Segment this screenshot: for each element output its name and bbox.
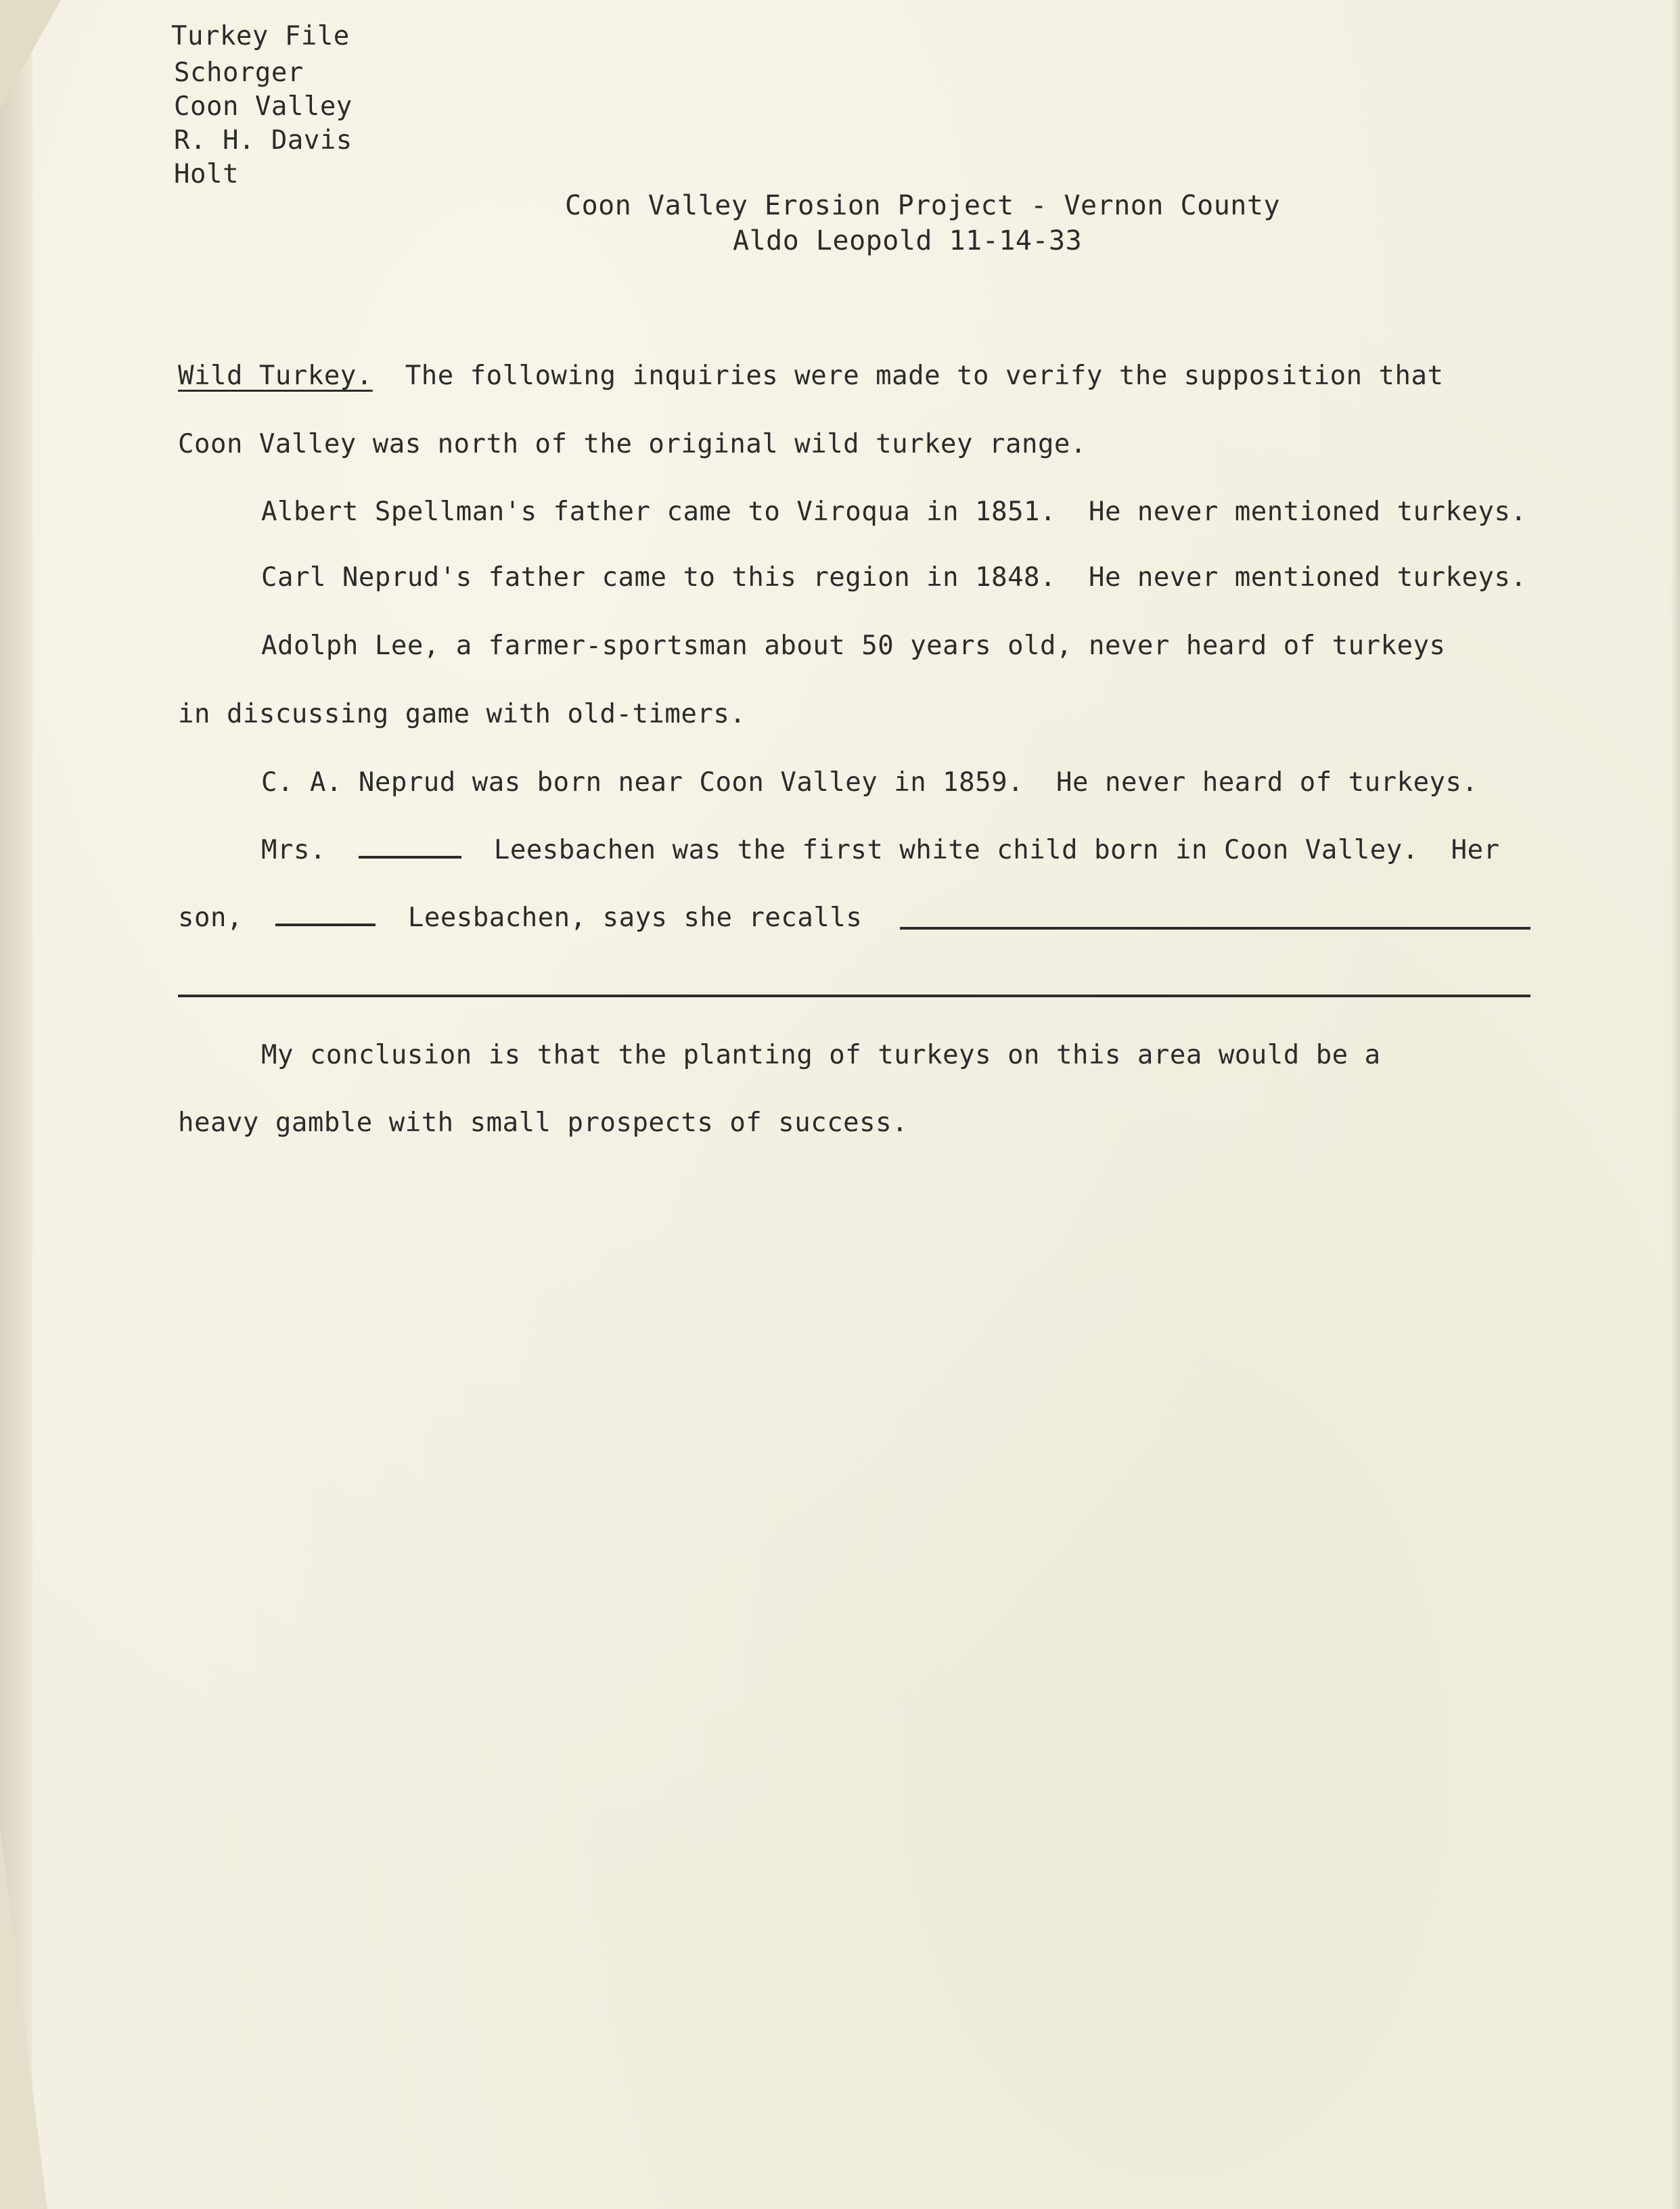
intro-text-1: The following inquiries were made to verify the supposition that	[405, 361, 1444, 391]
document-title: Coon Valley Erosion Project - Vernon County	[565, 190, 1281, 221]
blank-recollection-line-2	[178, 995, 1530, 997]
blank-recollection-line-1	[900, 927, 1530, 930]
paragraph-spellman: Albert Spellman's father came to Viroqua in 1851. He never mentioned turkeys.	[261, 497, 1527, 527]
son-suffix: Leesbachen, says she recalls	[407, 903, 863, 933]
paragraph-mrs-leesbachen	[261, 837, 1500, 863]
distribution-item-davis: R. H. Davis	[174, 125, 353, 156]
paragraph-carl-neprud: Carl Neprud's father came to this region in 1848. He never mentioned turkeys.	[261, 562, 1527, 593]
intro-line-1	[178, 363, 1443, 389]
paragraph-lee-line-2: in discussing game with old-timers.	[178, 699, 746, 729]
distribution-item-holt: Holt	[174, 159, 239, 189]
section-label: Wild Turkey.	[178, 361, 373, 391]
distribution-item-turkey-file: Turkey File	[171, 21, 350, 51]
paper-fold-bottom-left	[0, 1827, 47, 2209]
distribution-item-schorger: Schorger	[174, 58, 304, 88]
son-prefix: son,	[178, 903, 243, 933]
intro-line-2: Coon Valley was north of the original wild turkey range.	[178, 429, 1087, 459]
paragraph-son-leesbachen	[178, 905, 862, 931]
mrs-prefix: Mrs.	[261, 835, 326, 865]
paper-fold-top-left	[0, 0, 61, 108]
blank-first-name-mrs	[359, 852, 461, 859]
document-byline: Aldo Leopold 11-14-33	[733, 225, 1083, 256]
blank-first-name-son	[275, 919, 376, 926]
mrs-suffix: Leesbachen was the first white child born in Coon Valley. Her	[493, 835, 1500, 865]
paragraph-ca-neprud: C. A. Neprud was born near Coon Valley in 1859. He never heard of turkeys.	[261, 767, 1478, 798]
conclusion-line-1: My conclusion is that the planting of turkeys on this area would be a	[261, 1040, 1381, 1070]
distribution-item-coon-valley: Coon Valley	[174, 91, 353, 122]
paragraph-lee-line-1: Adolph Lee, a farmer-sportsman about 50 years old, never heard of turkeys	[261, 631, 1446, 661]
conclusion-line-2: heavy gamble with small prospects of success.	[178, 1108, 909, 1138]
paper-edge-right	[1671, 0, 1680, 2209]
